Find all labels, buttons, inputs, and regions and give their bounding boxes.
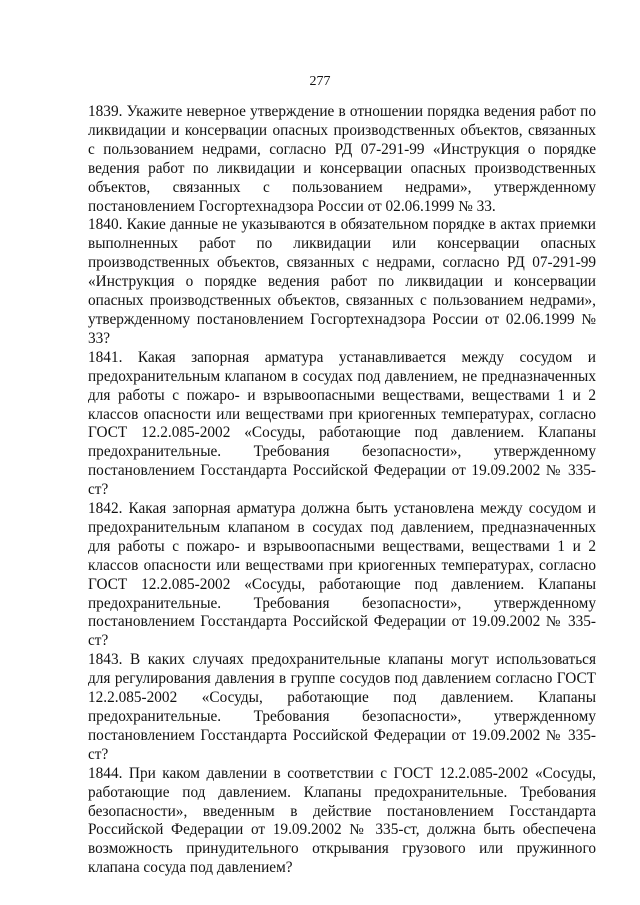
page-number: 277 bbox=[309, 74, 331, 89]
question-item: 1839. Укажите неверное утверждение в отношении порядка ведения работ по ликвидации и консервации опасных производственных объектов, связанных с пользованием недрами, согласно РД 07-291-99 «Инструкция о порядке ведения работ по ликвидации и консервации опасных производственных объектов, связанных с пользованием недрами», утвержденному постановлением Госгортехнадзора России от 02.06.1999 № 33. bbox=[88, 103, 596, 215]
question-item: 1844. При каком давлении в соответствии с ГОСТ 12.2.085-2002 «Сосуды, работающие под давлением. Клапаны предохранительные. Требования безопасности», введенным в действие постановлением Госстандарта Российской Федерации от 19.09.2002 № 335-ст, должна быть обеспечена возможность принудительного открывания грузового или пружинного клапана сосуда под давлением? bbox=[88, 764, 596, 877]
question-item: 1841. Какая запорная арматура устанавливается между сосудом и предохранительным клапаном в сосудах под давлением, не предназначенных для работы с пожаро- и взрывоопасными веществами, веществами 1 и 2 классов опасности или веществами при криогенных температурах, согласно ГОСТ 12.2.085-2002 «Сосуды, работающие под давлением. Клапаны предохранительные. Требования безопасности», утвержденному постановлением Госстандарта Российской Федерации от 19.09.2002 № 335-ст? bbox=[88, 348, 596, 499]
question-item: 1840. Какие данные не указываются в обязательном порядке в актах приемки выполненных работ по ликвидации или консервации опасных производственных объектов, связанных с недрами, согласно РД 07-291-99 «Инструкция о порядке ведения работ по ликвидации и консервации опасных производственных объектов, связанных с пользованием недрами», утвержденному постановлением Госгортехнадзора России от 02.06.1999 № 33? bbox=[88, 216, 596, 347]
question-item: 1843. В каких случаях предохранительные клапаны могут использоваться для регулирования давления в группе сосудов под давлением согласно ГОСТ 12.2.085-2002 «Сосуды, работающие под давлением. Клапаны предохранительные. Требования безопасности», утвержденному постановлением Госстандарта Российской Федерации от 19.09.2002 № 335-ст? bbox=[88, 651, 596, 763]
question-item: 1842. Какая запорная арматура должна быть установлена между сосудом и предохранительным клапаном в сосудах под давлением, предназначенных для работы с пожаро- и взрывоопасными веществами, веществами 1 и 2 классов опасности или веществами при криогенных температурах, согласно ГОСТ 12.2.085-2002 «Сосуды, работающие под давлением. Клапаны предохранительные. Требования безопасности», утвержденному постановлением Госстандарта Российской Федерации от 19.09.2002 № 335-ст? bbox=[88, 500, 596, 650]
question-list bbox=[88, 103, 596, 878]
